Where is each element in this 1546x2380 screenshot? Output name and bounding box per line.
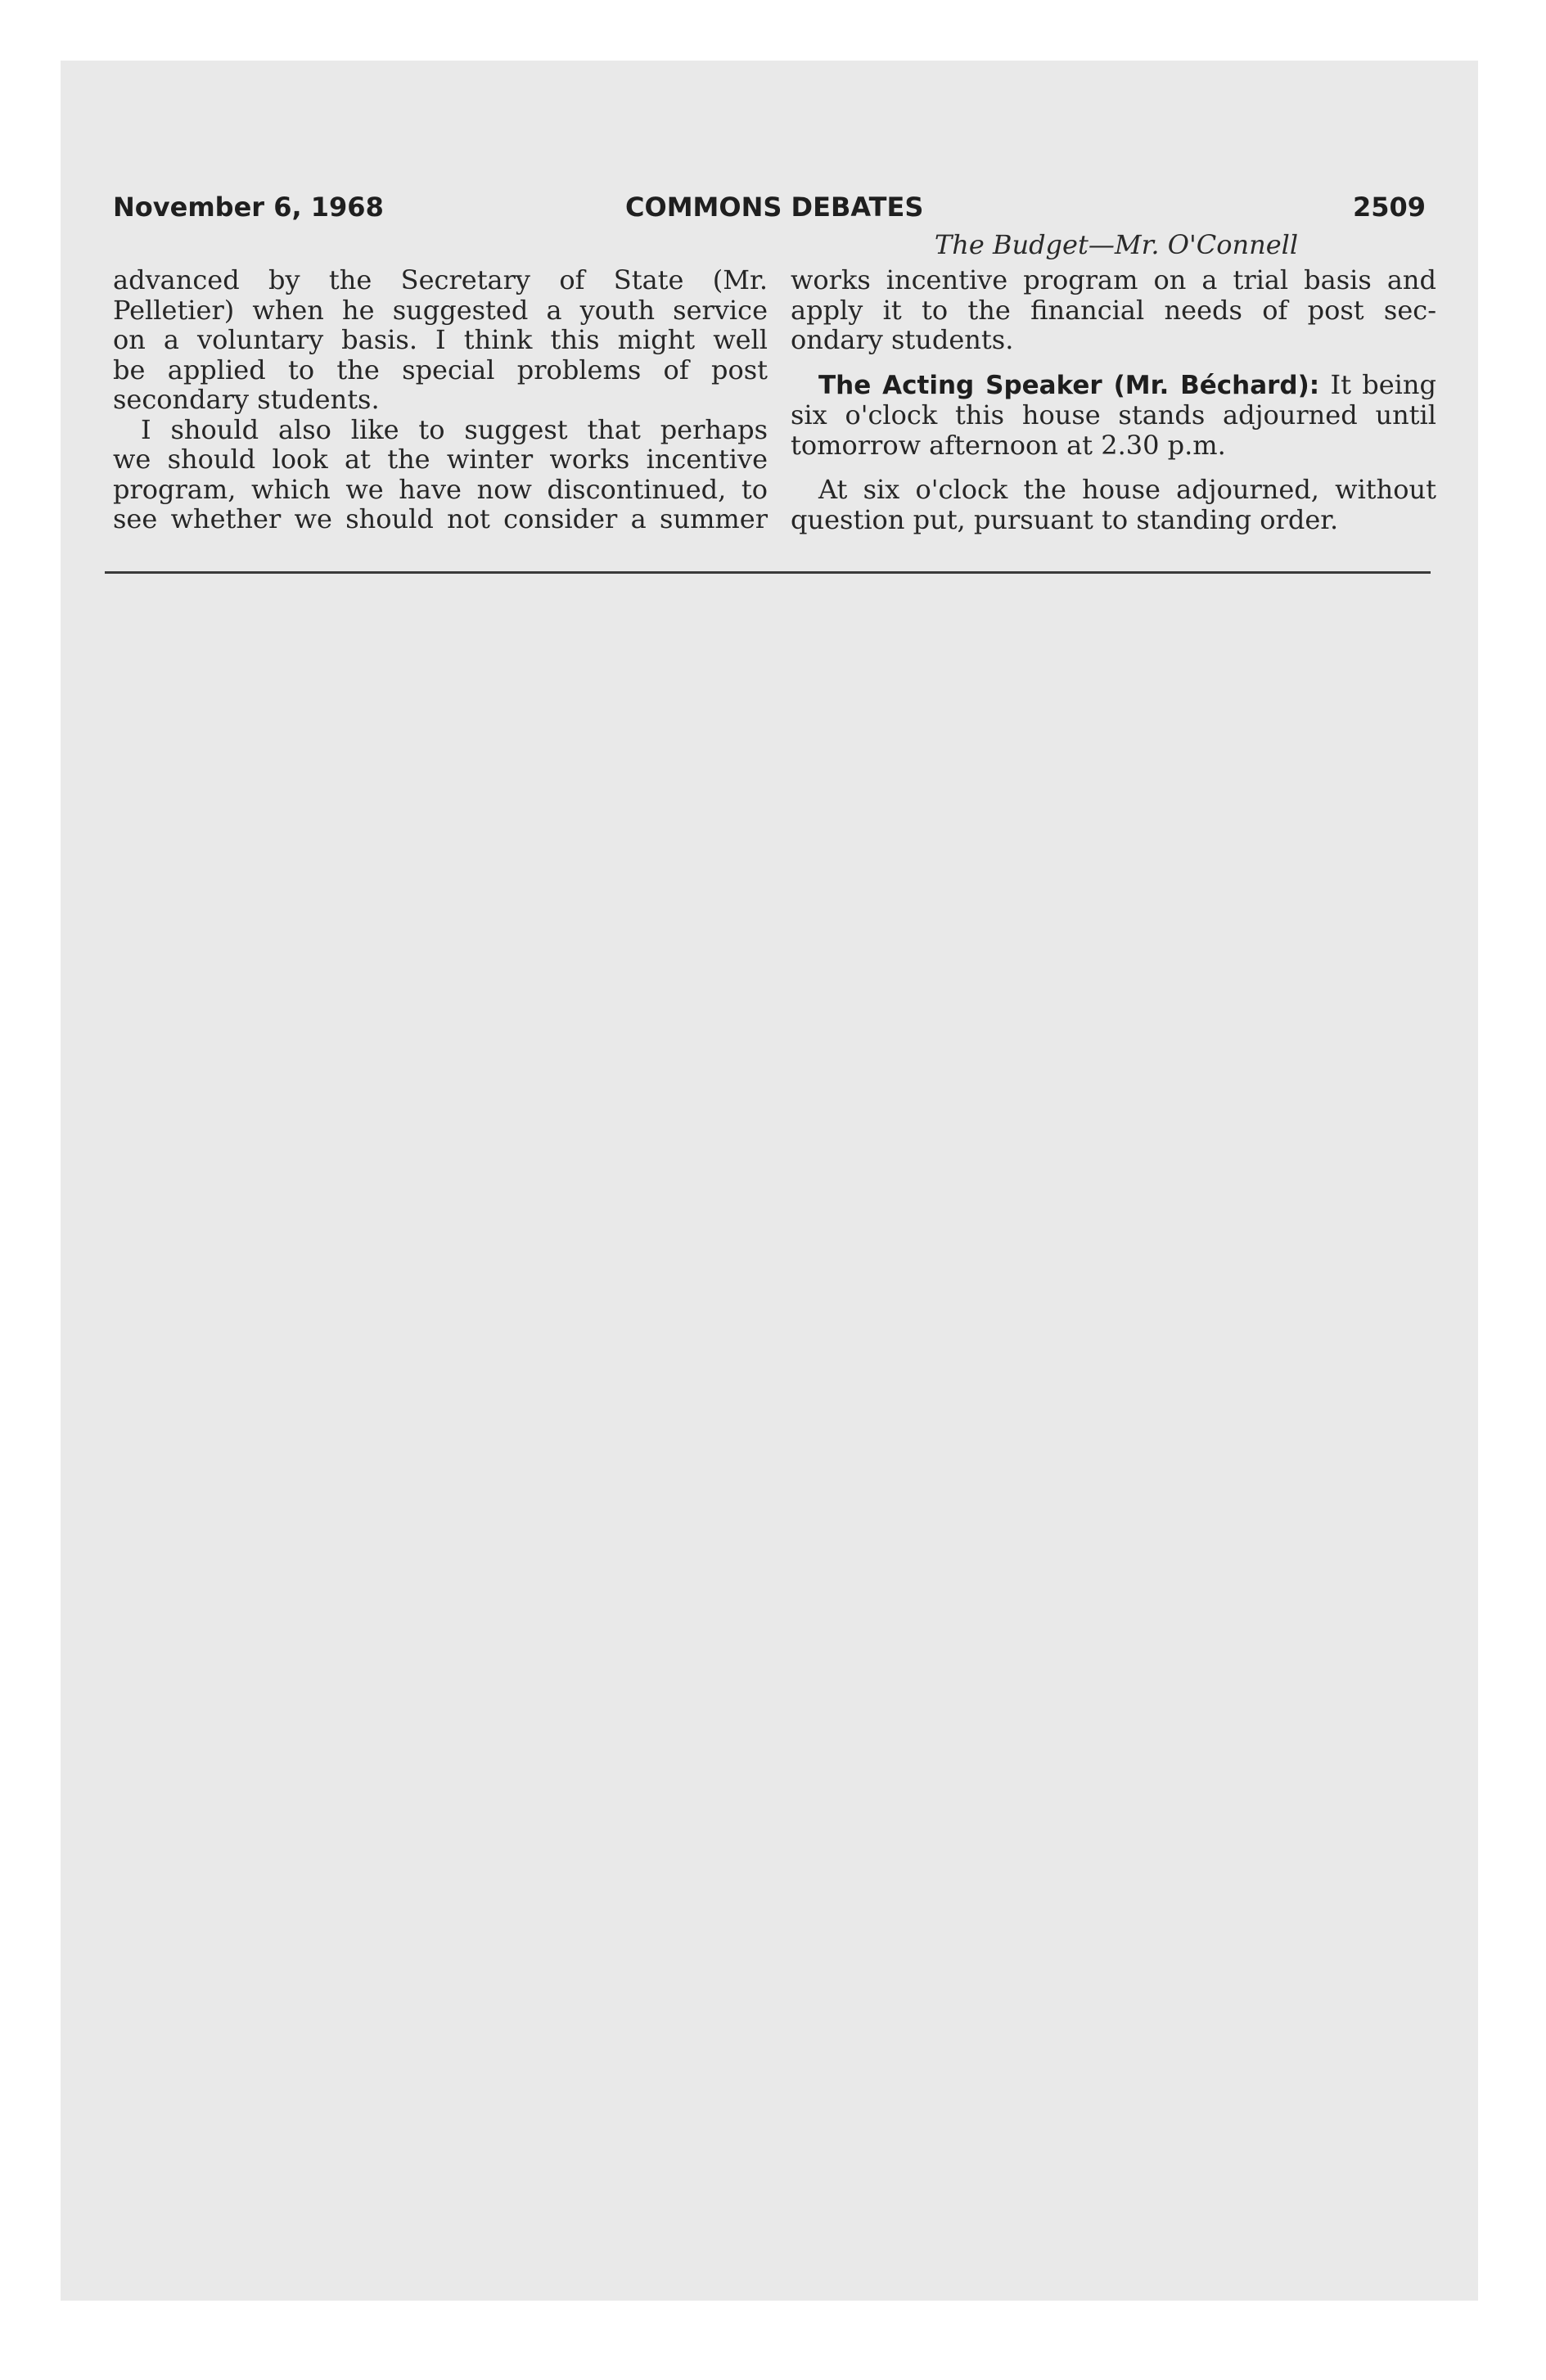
text-line: we should look at the winter works incentive xyxy=(113,444,768,475)
right-column xyxy=(791,265,1436,534)
left-paragraph-2 xyxy=(113,415,768,534)
header-date: November 6, 1968 xyxy=(113,192,384,223)
text-line xyxy=(791,370,1436,401)
text-line: advanced by the Secretary of State (Mr. xyxy=(113,264,768,295)
text-line: question put, pursuant to standing order. xyxy=(791,503,1339,535)
text-line: ondary students. xyxy=(791,324,1014,355)
header-page-number: 2509 xyxy=(1352,192,1426,223)
section-divider xyxy=(105,571,1431,574)
left-paragraph-1 xyxy=(113,265,768,415)
text-line: Pelletier) when he suggested a youth service xyxy=(113,294,768,326)
speaker-paragraph xyxy=(791,370,1436,461)
right-paragraph-1 xyxy=(791,265,1436,355)
text-line: works incentive program on a trial basis and xyxy=(791,264,1436,295)
text-line: program, which we have now discontinued, to xyxy=(113,473,768,505)
text-line: on a voluntary basis. I think this might well xyxy=(113,324,768,355)
text-line: apply it to the financial needs of post sec- xyxy=(791,294,1436,326)
left-column xyxy=(113,265,768,534)
text-line: tomorrow afternoon at 2.30 p.m. xyxy=(791,429,1226,461)
speaker-name: The Acting Speaker (Mr. Béchard): xyxy=(818,370,1320,400)
text-line: see whether we should not consider a summer xyxy=(113,503,768,534)
speaker-text: It being xyxy=(1319,368,1437,400)
text-line: At six o'clock the house adjourned, without xyxy=(818,474,1436,505)
text-line: secondary students. xyxy=(113,384,380,415)
page-header xyxy=(113,192,1426,232)
header-publication: COMMONS DEBATES xyxy=(625,192,924,223)
text-line: be applied to the special problems of post xyxy=(113,354,768,385)
text-line: six o'clock this house stands adjourned until xyxy=(791,399,1436,430)
running-head: The Budget—Mr. O'Connell xyxy=(934,229,1299,260)
document-page xyxy=(61,61,1478,2301)
adjournment-paragraph xyxy=(791,475,1436,534)
text-line: I should also like to suggest that perhaps xyxy=(141,413,768,445)
